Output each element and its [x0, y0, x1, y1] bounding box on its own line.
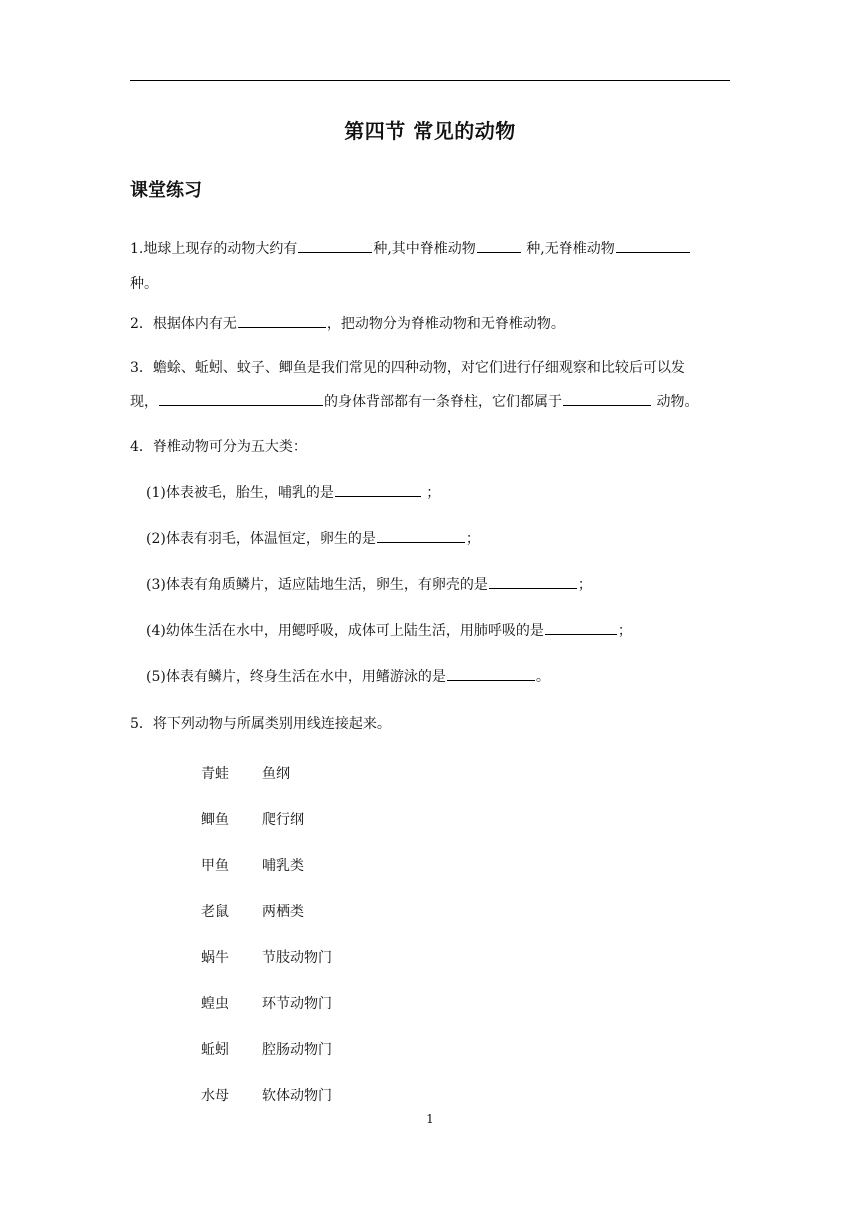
sub-1-end: ； [421, 485, 441, 501]
question-4-sub-5 [146, 659, 748, 696]
animal-item[interactable]: 蝗虫 [201, 996, 229, 1012]
question-3-cont [130, 384, 732, 421]
question-5 [130, 706, 732, 743]
question-3-text-c: 动物。 [652, 394, 699, 410]
animal-item[interactable]: 水母 [201, 1088, 229, 1104]
question-4-sub-3 [146, 567, 748, 604]
question-3-text-a: 现， [130, 394, 158, 410]
sub-4-text: (4)幼体生活在水中，用鳃呼吸，成体可上陆生活，用肺呼吸的是 [146, 623, 544, 639]
category-item[interactable]: 鱼纲 [262, 766, 290, 782]
answer-blank[interactable] [477, 236, 521, 253]
category-item[interactable]: 哺乳类 [262, 858, 304, 874]
sub-5-end: 。 [535, 669, 550, 685]
sub-2-text: (2)体表有羽毛，体温恒定，卵生的是 [146, 531, 376, 547]
animal-item[interactable]: 蚯蚓 [201, 1042, 229, 1058]
animal-item[interactable]: 鲫鱼 [201, 812, 229, 828]
category-item[interactable]: 爬行纲 [262, 812, 304, 828]
answer-blank[interactable] [545, 618, 617, 635]
sub-2-end: ； [465, 531, 480, 547]
question-3 [130, 350, 732, 387]
category-item[interactable]: 环节动物门 [262, 996, 332, 1012]
sub-1-text: (1)体表被毛，胎生，哺乳的是 [146, 485, 334, 501]
animal-item[interactable]: 青蛙 [201, 766, 229, 782]
answer-blank[interactable] [298, 236, 372, 253]
sub-4-end: ； [617, 623, 632, 639]
animal-item[interactable]: 甲鱼 [201, 858, 229, 874]
answer-blank[interactable] [489, 572, 577, 589]
animal-item[interactable]: 蜗牛 [201, 950, 229, 966]
page-title: 第四节 常见的动物 [344, 119, 516, 143]
category-item[interactable]: 节肢动物门 [262, 950, 332, 966]
category-item[interactable]: 软体动物门 [262, 1088, 332, 1104]
answer-blank[interactable] [335, 480, 421, 497]
sub-5-text: (5)体表有鳞片，终身生活在水中，用鳍游泳的是 [146, 669, 446, 685]
question-4 [130, 429, 732, 466]
question-4-sub-2 [146, 521, 748, 558]
category-item[interactable]: 腔肠动物门 [262, 1042, 332, 1058]
answer-blank[interactable] [447, 664, 535, 681]
section-heading: 课堂练习 [130, 180, 202, 201]
answer-blank[interactable] [563, 389, 651, 406]
category-item[interactable]: 两栖类 [262, 904, 304, 920]
answer-blank[interactable] [159, 389, 323, 406]
answer-blank[interactable] [377, 526, 465, 543]
question-3-line1: 3．蟾蜍、蚯蚓、蚊子、鲫鱼是我们常见的四种动物，对它们进行仔细观察和比较后可以发 [130, 360, 685, 376]
sub-3-text: (3)体表有角质鳞片，适应陆地生活，卵生，有卵壳的是 [146, 577, 488, 593]
page-number: 1 [426, 1112, 434, 1126]
answer-blank[interactable] [616, 236, 690, 253]
question-1-cont [130, 266, 732, 303]
question-1 [130, 231, 732, 268]
question-2-text-a: 2．根据体内有无 [130, 316, 237, 332]
question-3-text-b: 的身体背部都有一条脊柱，它们都属于 [324, 394, 562, 410]
question-1-text-b: 种,其中脊椎动物 [373, 241, 476, 257]
question-1-text-d: 种。 [130, 276, 158, 292]
question-4-sub-1 [146, 475, 748, 512]
answer-blank[interactable] [238, 311, 326, 328]
question-4-sub-4 [146, 613, 748, 650]
sub-3-end: ； [577, 577, 592, 593]
question-5-stem: 5．将下列动物与所属类别用线连接起来。 [130, 716, 391, 732]
question-1-text-c: 种,无脊椎动物 [521, 241, 615, 257]
animal-item[interactable]: 老鼠 [201, 904, 229, 920]
header-rule [130, 80, 730, 81]
question-1-text-a: 1.地球上现存的动物大约有 [130, 241, 298, 257]
question-4-stem: 4．脊椎动物可分为五大类： [130, 439, 307, 455]
question-2-text-b: ，把动物分为脊椎动物和无脊椎动物。 [326, 316, 565, 332]
question-2 [130, 306, 732, 343]
